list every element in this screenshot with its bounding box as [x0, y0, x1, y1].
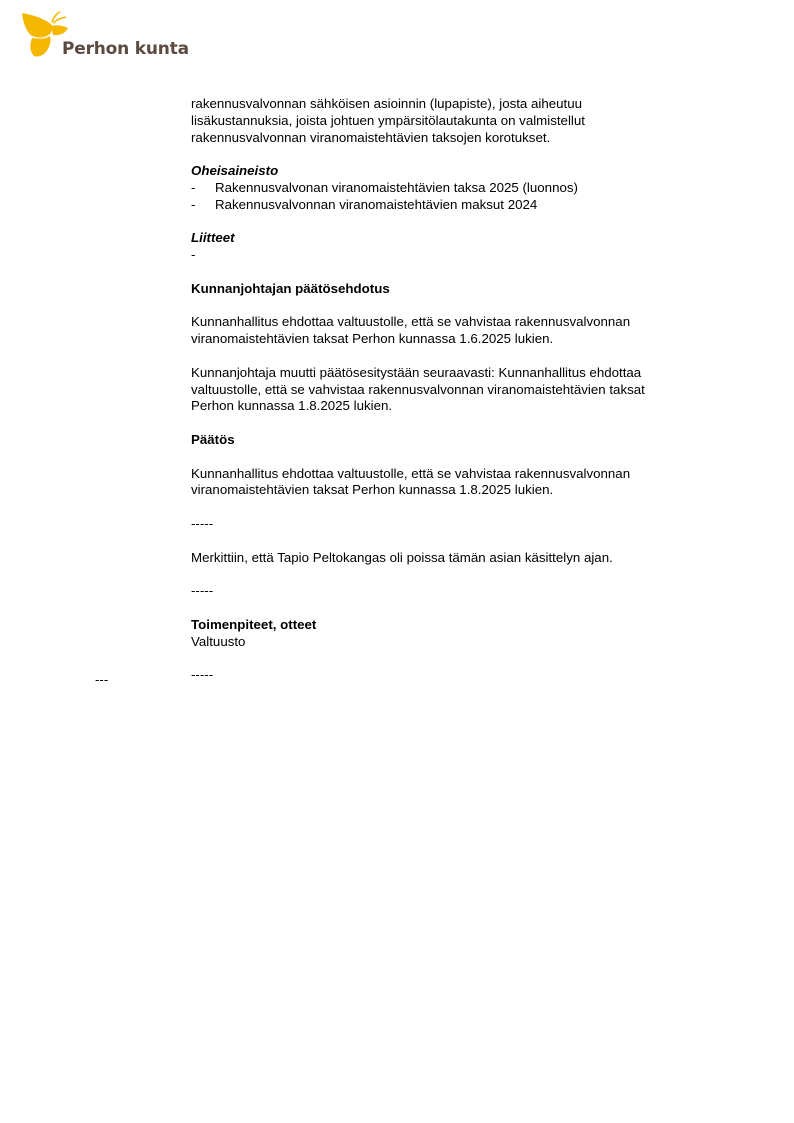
- list-bullet: -: [191, 179, 196, 195]
- perho-logo: [20, 10, 190, 62]
- ehdotus-heading: Kunnanjohtajan päätösehdotus: [191, 280, 390, 296]
- text-line: viranomaistehtävien taksat Perhon kunnassa 1.6.2025 lukien.: [191, 331, 554, 347]
- text-line: viranomaistehtävien taksat Perhon kunnassa 1.8.2025 lukien.: [191, 482, 554, 498]
- toimenpiteet-value: Valtuusto: [191, 633, 246, 649]
- intro-paragraph: [191, 96, 711, 146]
- text-line: Kunnanhallitus ehdottaa valtuustolle, että se vahvistaa rakennusvalvonnan: [191, 465, 631, 481]
- ehdotus-paragraph: [191, 314, 711, 348]
- text-line: valtuustolle, että se vahvistaa rakennusvalvonnan viranomaistehtävien taksat: [191, 381, 645, 397]
- list-item-text: Rakennusvalvonnan viranomaistehtävien maksut 2024: [215, 196, 538, 212]
- paatos-paragraph: [191, 466, 711, 500]
- oheisaineisto-heading: Oheisaineisto: [191, 163, 279, 179]
- list-item-text: Rakennusvalvonan viranomaistehtävien taksa 2025 (luonnos): [215, 179, 578, 195]
- logo-text: Perhon kunta: [62, 39, 189, 59]
- footer-left-marker: ---: [95, 672, 109, 687]
- separator: -----: [191, 515, 214, 531]
- list-item: [191, 180, 711, 197]
- liitteet-value: -: [191, 247, 196, 263]
- merkinta-text: Merkittiin, että Tapio Peltokangas oli poissa tämän asian käsittelyn ajan.: [191, 549, 613, 565]
- list-bullet: -: [191, 196, 196, 212]
- document-body: [191, 96, 711, 684]
- text-line: Perhon kunnassa 1.8.2025 lukien.: [191, 398, 393, 414]
- liitteet-heading: Liitteet: [191, 230, 235, 246]
- paatos-heading: Päätös: [191, 431, 235, 447]
- list-item: [191, 197, 711, 214]
- text-line: lisäkustannuksia, joista johtuen ympärsitölautakunta on valmistellut: [191, 112, 585, 128]
- separator: -----: [191, 583, 214, 599]
- toimenpiteet-heading: Toimenpiteet, otteet: [191, 616, 317, 632]
- muutos-paragraph: [191, 365, 711, 415]
- text-line: rakennusvalvonnan sähköisen asioinnin (lupapiste), josta aiheutuu: [191, 96, 583, 111]
- text-line: Kunnanhallitus ehdottaa valtuustolle, että se vahvistaa rakennusvalvonnan: [191, 314, 631, 330]
- footer-separator: -----: [191, 667, 214, 683]
- text-line: Kunnanjohtaja muutti päätösesitystään seuraavasti: Kunnanhallitus ehdottaa: [191, 364, 642, 380]
- text-line: rakennusvalvonnan viranomaistehtävien taksojen korotukset.: [191, 129, 551, 145]
